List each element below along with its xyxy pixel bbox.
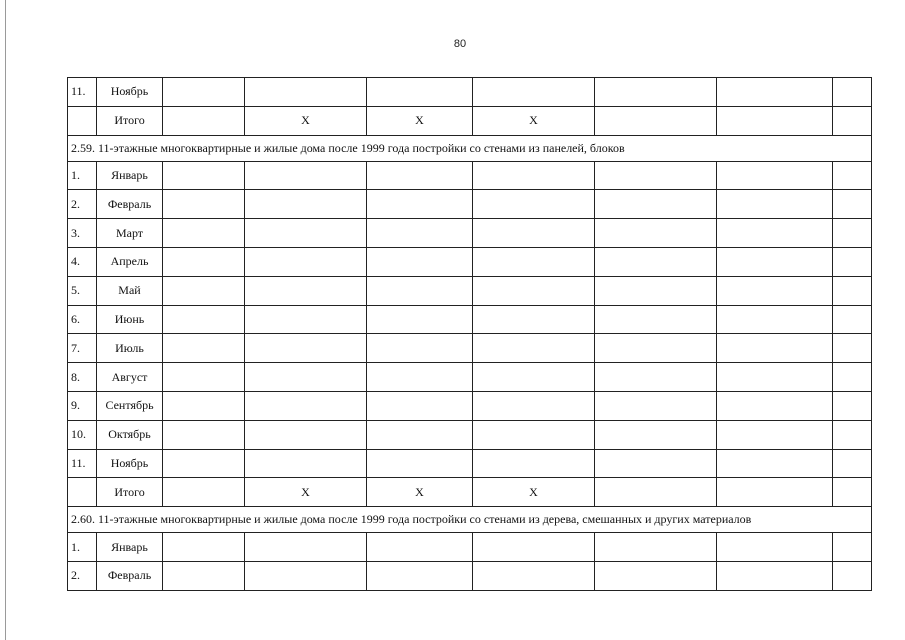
month-label: Ноябрь xyxy=(97,449,163,478)
value-cell xyxy=(245,561,367,590)
row-number: 10. xyxy=(68,420,97,449)
row-number: 9. xyxy=(68,391,97,420)
value-cell xyxy=(163,478,245,507)
value-cell xyxy=(595,305,717,334)
value-cell: X xyxy=(367,478,473,507)
value-cell xyxy=(367,363,473,392)
month-label: Апрель xyxy=(97,247,163,276)
value-cell xyxy=(717,449,833,478)
value-cell xyxy=(833,533,872,562)
section-title: 2.60. 11-этажные многоквартирные и жилые дома после 1999 года постройки со стенами из дерева, смешанных и других материалов xyxy=(68,507,872,533)
month-label: Август xyxy=(97,363,163,392)
value-cell xyxy=(367,334,473,363)
value-cell xyxy=(367,305,473,334)
value-cell xyxy=(717,190,833,219)
month-label: Сентябрь xyxy=(97,391,163,420)
value-cell xyxy=(717,161,833,190)
value-cell xyxy=(717,420,833,449)
value-cell xyxy=(473,334,595,363)
value-cell xyxy=(367,533,473,562)
value-cell xyxy=(245,420,367,449)
value-cell xyxy=(245,363,367,392)
section-header-row xyxy=(68,135,872,161)
value-cell xyxy=(833,106,872,135)
value-cell xyxy=(833,391,872,420)
value-cell xyxy=(163,449,245,478)
value-cell xyxy=(245,334,367,363)
value-cell xyxy=(473,190,595,219)
value-cell xyxy=(833,190,872,219)
value-cell xyxy=(595,78,717,107)
section-header-row xyxy=(68,507,872,533)
value-cell xyxy=(163,420,245,449)
month-row xyxy=(68,161,872,190)
value-cell xyxy=(595,533,717,562)
data-table xyxy=(67,77,872,591)
value-cell xyxy=(473,363,595,392)
month-label: Февраль xyxy=(97,561,163,590)
value-cell xyxy=(833,247,872,276)
value-cell xyxy=(595,161,717,190)
month-label: Март xyxy=(97,219,163,248)
value-cell xyxy=(595,561,717,590)
value-cell xyxy=(163,161,245,190)
value-cell xyxy=(833,561,872,590)
total-label: Итого xyxy=(97,106,163,135)
month-row xyxy=(68,334,872,363)
value-cell xyxy=(367,449,473,478)
row-number: 1. xyxy=(68,161,97,190)
total-row xyxy=(68,478,872,507)
row-number: 11. xyxy=(68,449,97,478)
value-cell xyxy=(367,561,473,590)
value-cell xyxy=(595,106,717,135)
value-cell xyxy=(833,305,872,334)
value-cell xyxy=(245,219,367,248)
value-cell xyxy=(163,561,245,590)
value-cell xyxy=(717,391,833,420)
value-cell xyxy=(367,161,473,190)
value-cell xyxy=(367,391,473,420)
month-label: Январь xyxy=(97,533,163,562)
month-row xyxy=(68,420,872,449)
month-row xyxy=(68,190,872,219)
month-row xyxy=(68,78,872,107)
value-cell: X xyxy=(473,478,595,507)
value-cell xyxy=(245,190,367,219)
month-row xyxy=(68,533,872,562)
value-cell xyxy=(473,449,595,478)
value-cell xyxy=(595,449,717,478)
value-cell xyxy=(163,533,245,562)
month-row xyxy=(68,247,872,276)
month-label: Февраль xyxy=(97,190,163,219)
month-row xyxy=(68,363,872,392)
value-cell xyxy=(717,305,833,334)
value-cell xyxy=(717,219,833,248)
value-cell xyxy=(473,561,595,590)
value-cell xyxy=(833,334,872,363)
value-cell xyxy=(473,219,595,248)
value-cell xyxy=(367,190,473,219)
value-cell xyxy=(163,190,245,219)
row-number: 2. xyxy=(68,190,97,219)
value-cell xyxy=(367,219,473,248)
value-cell xyxy=(473,78,595,107)
month-row xyxy=(68,219,872,248)
value-cell xyxy=(245,533,367,562)
value-cell xyxy=(595,276,717,305)
value-cell xyxy=(163,391,245,420)
value-cell: X xyxy=(245,106,367,135)
row-number: 4. xyxy=(68,247,97,276)
value-cell xyxy=(717,533,833,562)
value-cell xyxy=(473,420,595,449)
value-cell xyxy=(245,305,367,334)
value-cell xyxy=(833,420,872,449)
value-cell xyxy=(473,161,595,190)
value-cell xyxy=(245,78,367,107)
row-number: 1. xyxy=(68,533,97,562)
month-label: Июнь xyxy=(97,305,163,334)
value-cell: X xyxy=(473,106,595,135)
month-row xyxy=(68,561,872,590)
value-cell: X xyxy=(367,106,473,135)
value-cell xyxy=(473,391,595,420)
value-cell xyxy=(367,247,473,276)
value-cell xyxy=(595,420,717,449)
value-cell xyxy=(717,363,833,392)
left-margin-line xyxy=(5,0,6,640)
value-cell xyxy=(833,478,872,507)
value-cell: X xyxy=(245,478,367,507)
month-row xyxy=(68,276,872,305)
value-cell xyxy=(833,363,872,392)
row-number: 11. xyxy=(68,78,97,107)
value-cell xyxy=(473,533,595,562)
value-cell xyxy=(245,247,367,276)
value-cell xyxy=(245,161,367,190)
value-cell xyxy=(163,276,245,305)
value-cell xyxy=(595,190,717,219)
section-title: 2.59. 11-этажные многоквартирные и жилые дома после 1999 года постройки со стенами из панелей, блоков xyxy=(68,135,872,161)
value-cell xyxy=(367,420,473,449)
value-cell xyxy=(595,391,717,420)
row-number xyxy=(68,106,97,135)
page-number: 80 xyxy=(453,38,467,50)
value-cell xyxy=(595,363,717,392)
value-cell xyxy=(245,449,367,478)
value-cell xyxy=(595,247,717,276)
value-cell xyxy=(367,276,473,305)
value-cell xyxy=(595,478,717,507)
value-cell xyxy=(595,219,717,248)
value-cell xyxy=(245,276,367,305)
row-number: 3. xyxy=(68,219,97,248)
value-cell xyxy=(473,305,595,334)
row-number: 2. xyxy=(68,561,97,590)
row-number xyxy=(68,478,97,507)
value-cell xyxy=(833,219,872,248)
value-cell xyxy=(833,276,872,305)
value-cell xyxy=(473,276,595,305)
value-cell xyxy=(473,247,595,276)
value-cell xyxy=(833,78,872,107)
value-cell xyxy=(163,78,245,107)
value-cell xyxy=(163,363,245,392)
row-number: 5. xyxy=(68,276,97,305)
row-number: 8. xyxy=(68,363,97,392)
value-cell xyxy=(163,106,245,135)
month-label: Ноябрь xyxy=(97,78,163,107)
month-row xyxy=(68,391,872,420)
month-row xyxy=(68,449,872,478)
value-cell xyxy=(717,561,833,590)
month-label: Май xyxy=(97,276,163,305)
value-cell xyxy=(163,334,245,363)
total-row xyxy=(68,106,872,135)
value-cell xyxy=(717,247,833,276)
row-number: 7. xyxy=(68,334,97,363)
month-label: Январь xyxy=(97,161,163,190)
value-cell xyxy=(717,78,833,107)
month-label: Июль xyxy=(97,334,163,363)
value-cell xyxy=(833,161,872,190)
value-cell xyxy=(163,219,245,248)
value-cell xyxy=(717,478,833,507)
value-cell xyxy=(245,391,367,420)
value-cell xyxy=(717,334,833,363)
month-label: Октябрь xyxy=(97,420,163,449)
month-row xyxy=(68,305,872,334)
value-cell xyxy=(833,449,872,478)
total-label: Итого xyxy=(97,478,163,507)
row-number: 6. xyxy=(68,305,97,334)
value-cell xyxy=(163,247,245,276)
value-cell xyxy=(163,305,245,334)
value-cell xyxy=(717,106,833,135)
value-cell xyxy=(717,276,833,305)
value-cell xyxy=(367,78,473,107)
value-cell xyxy=(595,334,717,363)
